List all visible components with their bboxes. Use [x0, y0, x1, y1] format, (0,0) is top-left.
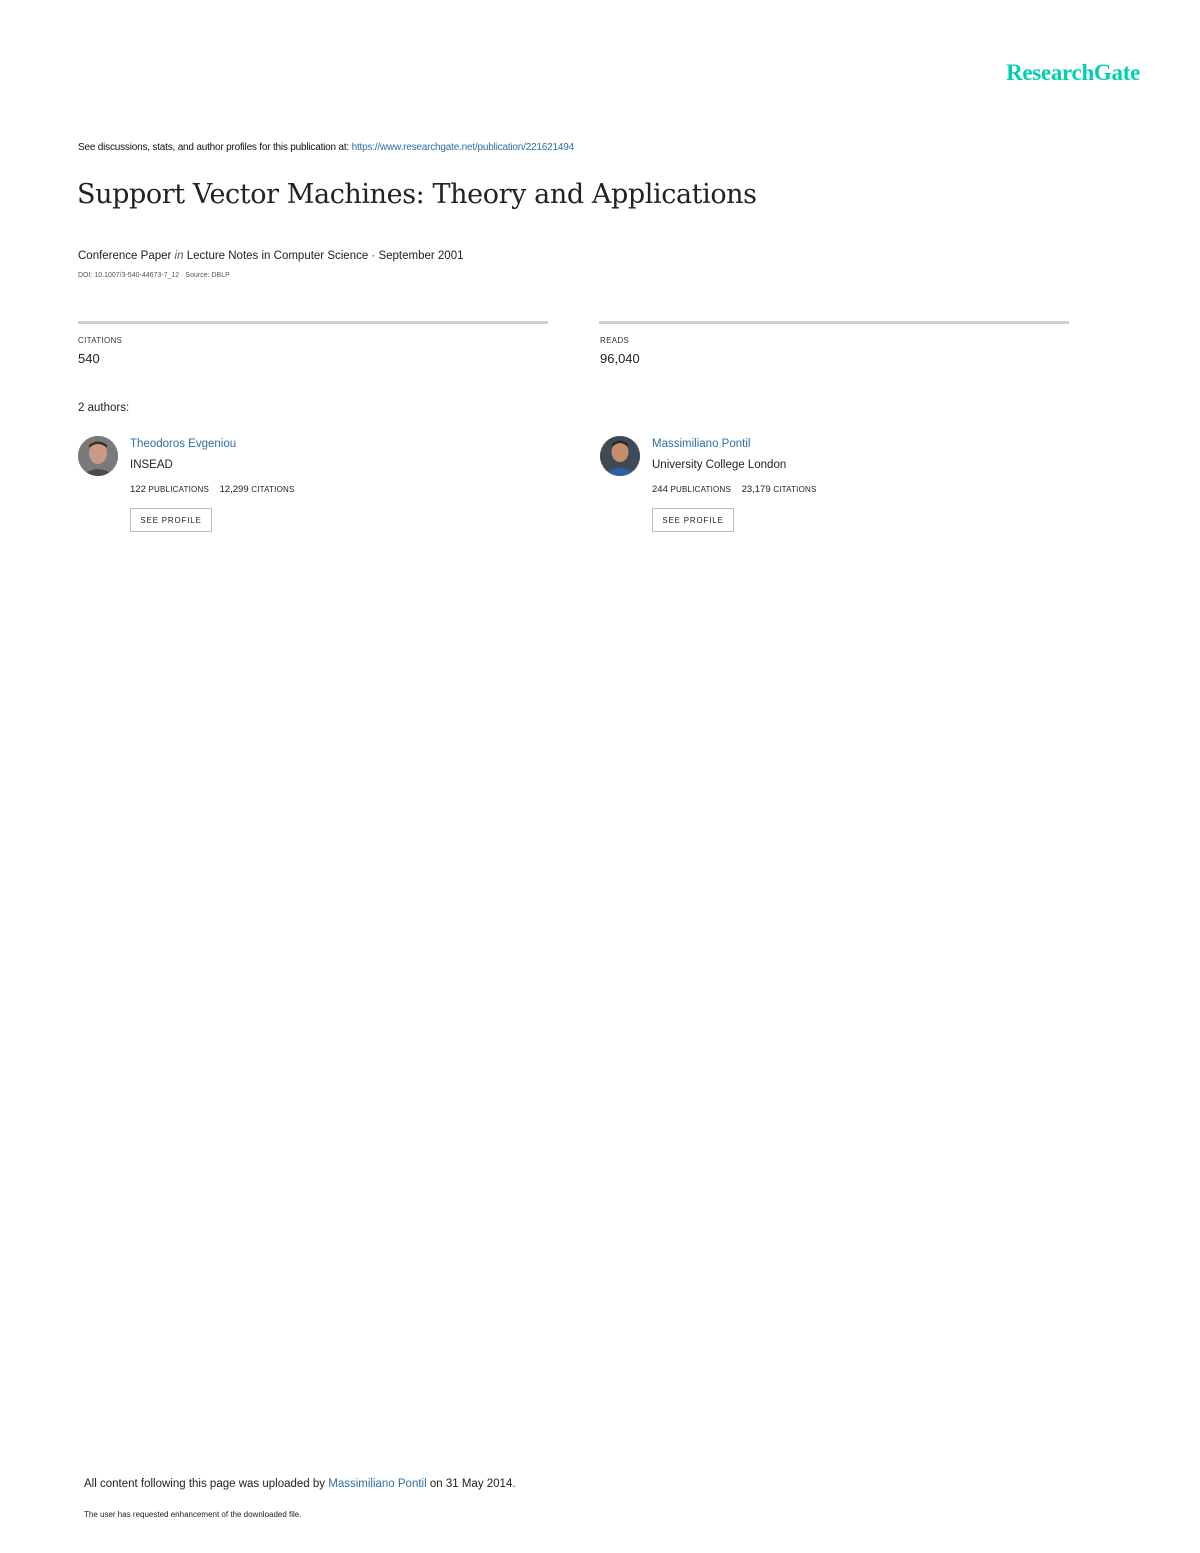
author-avatar[interactable] [78, 436, 118, 476]
publication-in-label: in [174, 250, 184, 262]
upload-notice [84, 1478, 516, 1490]
author-citations-label: CITATIONS [251, 485, 295, 494]
see-discussions-text: See discussions, stats, and author profiles for this publication at: [78, 142, 349, 153]
reads-divider [599, 321, 1069, 324]
author-citations-count: 12,299 [219, 484, 249, 495]
see-profile-button[interactable]: SEE PROFILE [130, 508, 212, 532]
author-photo [78, 436, 118, 476]
citations-divider [78, 321, 548, 324]
author-name-link[interactable]: Massimiliano Pontil [652, 438, 751, 450]
researchgate-logo[interactable]: ResearchGate [1006, 60, 1140, 85]
author-publications-count: 244 [652, 484, 668, 495]
enhancement-notice: The user has requested enhancement of the downloaded file. [84, 1510, 302, 1519]
author-institution: University College London [652, 459, 787, 471]
citations-label: CITATIONS [78, 336, 123, 345]
author-avatar[interactable] [600, 436, 640, 476]
author-card [78, 436, 498, 546]
author-stats [652, 484, 817, 495]
authors-count: 2 authors: [78, 402, 130, 414]
publication-title: Support Vector Machines: Theory and Applications [77, 179, 757, 210]
author-name-link[interactable]: Theodoros Evgeniou [130, 438, 237, 450]
author-photo [600, 436, 640, 476]
author-citations-label: CITATIONS [773, 485, 817, 494]
citations-value: 540 [78, 351, 100, 366]
author-stats [130, 484, 295, 495]
author-publications-label: PUBLICATIONS [148, 485, 209, 494]
author-institution: INSEAD [130, 459, 173, 471]
author-card [600, 436, 1020, 546]
author-publications-count: 122 [130, 484, 146, 495]
publication-meta [78, 250, 464, 262]
publication-doi: DOI: 10.1007/3-540-44673-7_12 · Source: DBLP [78, 272, 230, 279]
see-discussions-line [78, 142, 574, 153]
upload-prefix: All content following this page was uploaded by [84, 1478, 326, 1490]
author-citations-count: 23,179 [741, 484, 771, 495]
author-publications-label: PUBLICATIONS [670, 485, 731, 494]
reads-value: 96,040 [600, 351, 640, 366]
reads-label: READS [600, 336, 630, 345]
see-profile-button[interactable]: SEE PROFILE [652, 508, 734, 532]
uploader-name-link[interactable]: Massimiliano Pontil [328, 1478, 427, 1490]
publication-type: Conference Paper [78, 250, 172, 262]
publication-venue: Lecture Notes in Computer Science · September 2001 [186, 250, 464, 262]
upload-suffix: on 31 May 2014. [429, 1478, 516, 1490]
publication-url-link[interactable]: https://www.researchgate.net/publication/221621494 [351, 142, 574, 153]
